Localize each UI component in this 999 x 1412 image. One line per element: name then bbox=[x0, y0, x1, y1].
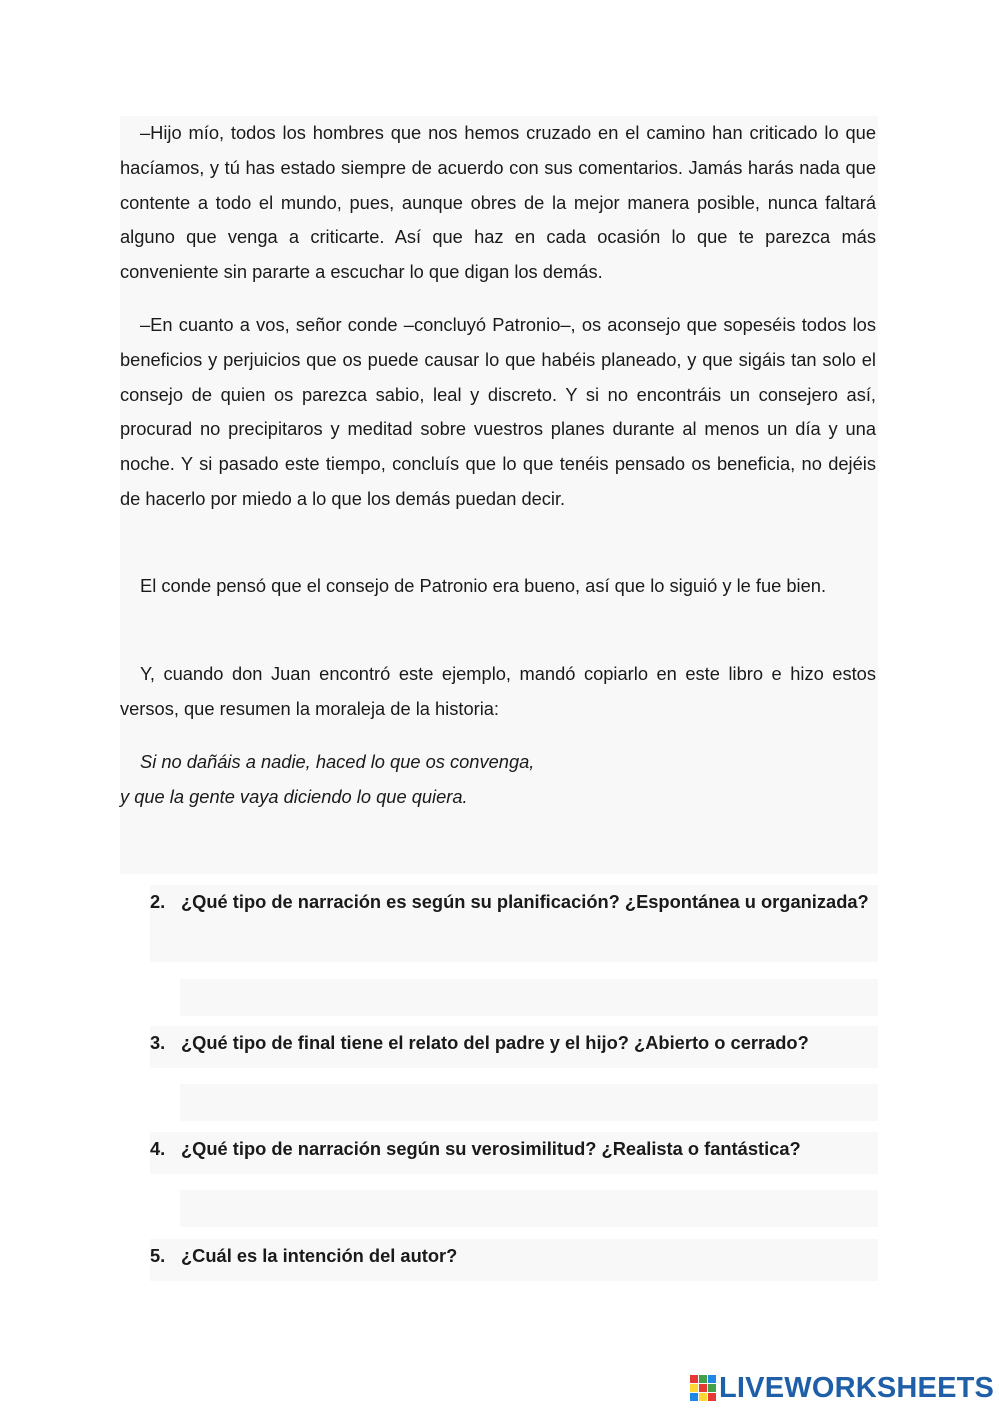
answer-input-question-4[interactable] bbox=[180, 1190, 878, 1227]
verse-line-1: Si no dañáis a nadie, haced lo que os convenga, bbox=[140, 751, 535, 772]
story-paragraph-4: Y, cuando don Juan encontró este ejemplo, mandó copiarlo en este libro e hizo estos versos, que resumen la moraleja de la historia: bbox=[120, 663, 876, 719]
story-paragraph-3: El conde pensó que el consejo de Patronio era bueno, así que lo siguió y le fue bien. bbox=[140, 575, 827, 596]
question-text: ¿Qué tipo de final tiene el relato del padre y el hijo? ¿Abierto o cerrado? bbox=[181, 1032, 809, 1053]
story-paragraph-1: –Hijo mío, todos los hombres que nos hemos cruzado en el camino han criticado lo que hacíamos, y tú has estado siempre de acuerdo con sus comentarios. Jamás harás nada que contente a todo el mundo, pues, aunque obres de la mejor manera posible, nunca faltará alguno que venga a criticarte. Así que haz en cada ocasión lo que te parezca más conveniente sin pararte a escuchar lo que digan los demás. bbox=[120, 122, 876, 283]
question-3 bbox=[150, 1026, 878, 1068]
moral-verse bbox=[120, 745, 876, 815]
question-2 bbox=[150, 885, 878, 962]
question-5 bbox=[150, 1239, 878, 1281]
question-text: ¿Cuál es la intención del autor? bbox=[181, 1245, 458, 1266]
question-text: ¿Qué tipo de narración según su verosimilitud? ¿Realista o fantástica? bbox=[181, 1138, 801, 1159]
question-number: 3. bbox=[150, 1032, 166, 1053]
liveworksheets-logo-icon bbox=[690, 1375, 716, 1401]
question-text: ¿Qué tipo de narración es según su planificación? ¿Espontánea u organizada? bbox=[181, 891, 869, 912]
liveworksheets-logo[interactable] bbox=[690, 1374, 994, 1402]
story-text-block bbox=[120, 116, 878, 874]
story-paragraph-2: –En cuanto a vos, señor conde –concluyó Patronio–, os aconsejo que sopeséis todos los beneficios y perjuicios que os puede causar lo que habéis planeado, y que sigáis tan solo el consejo de quien os parezca sabio, leal y discreto. Y si no encontráis un consejero así, procurad no precipitaros y meditad sobre vuestros planes durante al menos un día y una noche. Y si pasado este tiempo, concluís que lo que tenéis pensado os beneficia, no dejéis de hacerlo por miedo a lo que los demás puedan decir. bbox=[120, 314, 876, 509]
question-number: 5. bbox=[150, 1245, 166, 1266]
answer-input-question-2[interactable] bbox=[180, 979, 878, 1016]
question-number: 4. bbox=[150, 1138, 166, 1159]
verse-line-2: y que la gente vaya diciendo lo que quiera. bbox=[120, 785, 468, 807]
question-4 bbox=[150, 1132, 878, 1174]
question-number: 2. bbox=[150, 891, 166, 912]
logo-text: LIVEWORKSHEETS bbox=[719, 1372, 995, 1404]
answer-input-question-3[interactable] bbox=[180, 1084, 878, 1121]
